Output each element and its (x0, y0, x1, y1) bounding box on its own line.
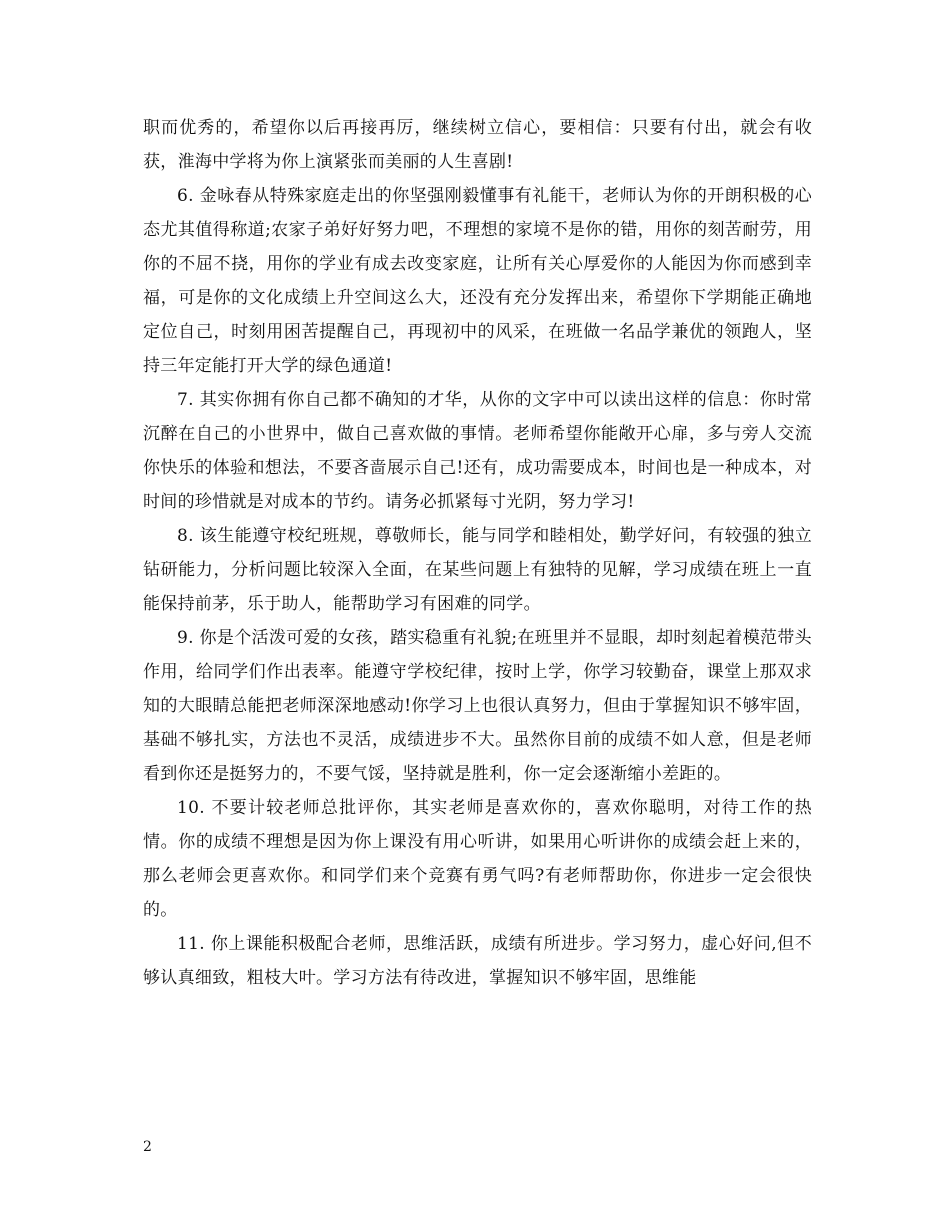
paragraph-item-11: 11. 你上课能积极配合老师，思维活跃，成绩有所进步。学习努力，虚心好问,但不够认真细致，粗枝大叶。学习方法有待改进，掌握知识不够牢固，思维能 (143, 934, 812, 988)
paragraph-item-6: 6. 金咏春从特殊家庭走出的你坚强刚毅懂事有礼能干，老师认为你的开朗积极的心态尤其值得称道;农家子弟好好努力吧，不理想的家境不是你的错，用你的刻苦耐劳，用你的不屈不挠，用你的学业有成去改变家庭，让所有关心厚爱你的人能因为你而感到幸福，可是你的文化成绩上升空间这么大，还没有充分发挥出来，希望你下学期能正确地定位自己，时刻用困苦提醒自己，再现初中的风采，在班做一名品学兼优的领跑人，坚持三年定能打开大学的绿色通道! (143, 186, 812, 376)
document-body (143, 111, 812, 995)
paragraph-item-8: 8. 该生能遵守校纪班规，尊敬师长，能与同学和睦相处，勤学好问，有较强的独立钻研能力，分析问题比较深入全面，在某些问题上有独特的见解，学习成绩在班上一直能保持前茅，乐于助人，能帮助学习有困难的同学。 (143, 526, 812, 614)
paragraph-item-9: 9. 你是个活泼可爱的女孩，踏实稳重有礼貌;在班里并不显眼，却时刻起着模范带头作用，给同学们作出表率。能遵守学校纪律，按时上学，你学习较勤奋，课堂上那双求知的大眼睛总能把老师深深地感动!你学习上也很认真努力，但由于掌握知识不够牢固，基础不够扎实，方法也不灵活，成绩进步不大。虽然你目前的成绩不如人意，但是老师看到你还是挺努力的，不要气馁，坚持就是胜利，你一定会逐渐缩小差距的。 (143, 628, 812, 784)
page-number: 2 (143, 1139, 152, 1155)
paragraph-item-10: 10. 不要计较老师总批评你，其实老师是喜欢你的，喜欢你聪明，对待工作的热情。你的成绩不理想是因为你上课没有用心听讲，如果用心听讲你的成绩会赶上来的，那么老师会更喜欢你。和同学们来个竞赛有勇气吗?有老师帮助你，你进步一定会很快的。 (143, 798, 812, 920)
paragraph-continuation: 职而优秀的，希望你以后再接再厉，继续树立信心，要相信：只要有付出，就会有收获，淮海中学将为你上演紧张而美丽的人生喜剧! (143, 118, 812, 172)
paragraph-item-7: 7. 其实你拥有你自己都不确知的才华，从你的文字中可以读出这样的信息：你时常沉醉在自己的小世界中，做自己喜欢做的事情。老师希望你能敞开心扉，多与旁人交流你快乐的体验和想法，不要吝啬展示自己!还有，成功需要成本，时间也是一种成本，对时间的珍惜就是对成本的节约。请务必抓紧每寸光阴，努力学习! (143, 390, 812, 512)
